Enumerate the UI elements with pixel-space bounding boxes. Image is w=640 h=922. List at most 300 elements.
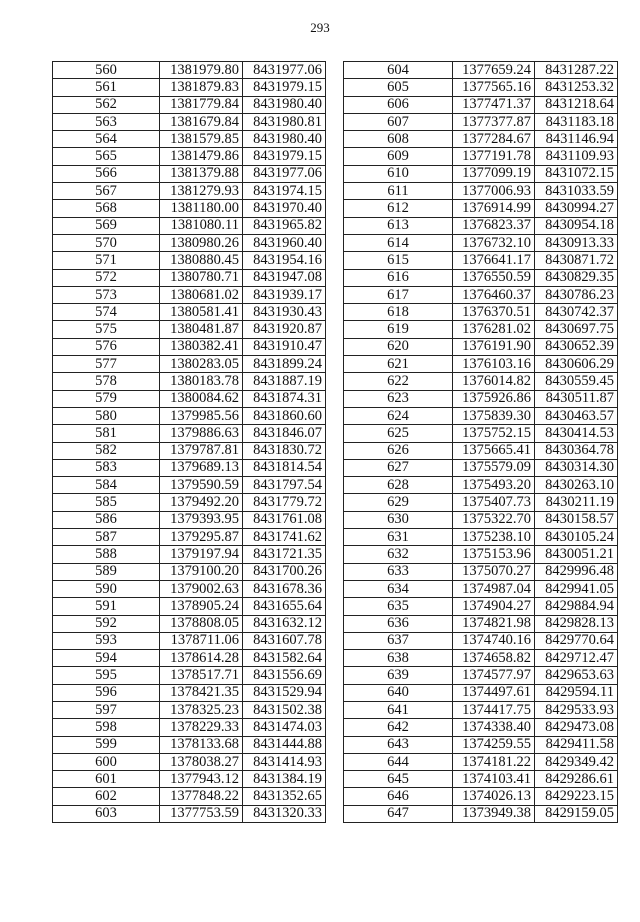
x-coordinate-cell: 1374904.27 [453,598,535,615]
y-coordinate-cell: 8429653.63 [535,667,618,684]
table-row [53,407,326,424]
point-number-cell: 592 [53,615,160,632]
x-coordinate-cell: 1381080.11 [160,217,243,234]
x-coordinate-cell: 1377753.59 [160,805,243,822]
x-coordinate-cell: 1380980.26 [160,234,243,251]
table-row [344,546,618,563]
y-coordinate-cell: 8431529.94 [243,684,326,701]
x-coordinate-cell: 1375752.15 [453,425,535,442]
point-number-cell: 578 [53,373,160,390]
y-coordinate-cell: 8431582.64 [243,650,326,667]
y-coordinate-cell: 8431253.32 [535,79,618,96]
x-coordinate-cell: 1380283.05 [160,356,243,373]
y-coordinate-cell: 8430606.29 [535,356,618,373]
table-row [53,321,326,338]
y-coordinate-cell: 8431939.17 [243,286,326,303]
x-coordinate-cell: 1374259.55 [453,736,535,753]
table-row [53,667,326,684]
y-coordinate-cell: 8429223.15 [535,788,618,805]
table-row [344,771,618,788]
x-coordinate-cell: 1378517.71 [160,667,243,684]
x-coordinate-cell: 1381979.80 [160,62,243,79]
y-coordinate-cell: 8429828.13 [535,615,618,632]
table-row [344,701,618,718]
y-coordinate-cell: 8431502.38 [243,701,326,718]
y-coordinate-cell: 8431980.81 [243,113,326,130]
x-coordinate-cell: 1375070.27 [453,563,535,580]
coordinates-table-left [52,61,326,823]
x-coordinate-cell: 1380183.78 [160,373,243,390]
point-number-cell: 571 [53,252,160,269]
point-number-cell: 633 [344,563,453,580]
point-number-cell: 608 [344,131,453,148]
y-coordinate-cell: 8429349.42 [535,753,618,770]
y-coordinate-cell: 8430742.37 [535,304,618,321]
y-coordinate-cell: 8430994.27 [535,200,618,217]
point-number-cell: 646 [344,788,453,805]
y-coordinate-cell: 8431846.07 [243,425,326,442]
table-row [53,701,326,718]
point-number-cell: 599 [53,736,160,753]
point-number-cell: 625 [344,425,453,442]
y-coordinate-cell: 8430314.30 [535,459,618,476]
table-row [344,113,618,130]
y-coordinate-cell: 8431979.15 [243,148,326,165]
table-row [344,477,618,494]
y-coordinate-cell: 8431899.24 [243,356,326,373]
point-number-cell: 626 [344,442,453,459]
table-row [344,200,618,217]
table-row [53,165,326,182]
x-coordinate-cell: 1381579.85 [160,131,243,148]
point-number-cell: 562 [53,96,160,113]
x-coordinate-cell: 1374417.75 [453,701,535,718]
y-coordinate-cell: 8431109.93 [535,148,618,165]
x-coordinate-cell: 1376281.02 [453,321,535,338]
coordinates-table-right [343,61,618,823]
x-coordinate-cell: 1376370.51 [453,304,535,321]
y-coordinate-cell: 8431779.72 [243,494,326,511]
table-row [53,338,326,355]
table-row [53,390,326,407]
y-coordinate-cell: 8430697.75 [535,321,618,338]
x-coordinate-cell: 1377377.87 [453,113,535,130]
point-number-cell: 602 [53,788,160,805]
x-coordinate-cell: 1375839.30 [453,407,535,424]
x-coordinate-cell: 1376823.37 [453,217,535,234]
point-number-cell: 595 [53,667,160,684]
table-row [53,234,326,251]
table-row [344,615,618,632]
point-number-cell: 570 [53,234,160,251]
x-coordinate-cell: 1374181.22 [453,753,535,770]
x-coordinate-cell: 1374658.82 [453,650,535,667]
table-row [344,632,618,649]
x-coordinate-cell: 1379295.87 [160,529,243,546]
table-row [53,494,326,511]
y-coordinate-cell: 8430364.78 [535,442,618,459]
point-number-cell: 581 [53,425,160,442]
x-coordinate-cell: 1376914.99 [453,200,535,217]
table-row [53,788,326,805]
point-number-cell: 588 [53,546,160,563]
point-number-cell: 583 [53,459,160,476]
x-coordinate-cell: 1379002.63 [160,580,243,597]
x-coordinate-cell: 1378325.23 [160,701,243,718]
point-number-cell: 564 [53,131,160,148]
point-number-cell: 618 [344,304,453,321]
table-row [344,286,618,303]
x-coordinate-cell: 1376460.37 [453,286,535,303]
x-coordinate-cell: 1377943.12 [160,771,243,788]
point-number-cell: 623 [344,390,453,407]
point-number-cell: 612 [344,200,453,217]
table-row [53,805,326,822]
y-coordinate-cell: 8431954.16 [243,252,326,269]
point-number-cell: 560 [53,62,160,79]
table-row [53,286,326,303]
y-coordinate-cell: 8429159.05 [535,805,618,822]
table-row [344,425,618,442]
point-number-cell: 643 [344,736,453,753]
table-row [344,407,618,424]
y-coordinate-cell: 8431183.18 [535,113,618,130]
point-number-cell: 568 [53,200,160,217]
y-coordinate-cell: 8431607.78 [243,632,326,649]
table-row [344,269,618,286]
x-coordinate-cell: 1381679.84 [160,113,243,130]
point-number-cell: 638 [344,650,453,667]
point-number-cell: 620 [344,338,453,355]
x-coordinate-cell: 1376191.90 [453,338,535,355]
y-coordinate-cell: 8431761.08 [243,511,326,528]
point-number-cell: 628 [344,477,453,494]
page-number: 293 [310,20,330,35]
x-coordinate-cell: 1377848.22 [160,788,243,805]
table-row [53,511,326,528]
point-number-cell: 640 [344,684,453,701]
y-coordinate-cell: 8431910.47 [243,338,326,355]
point-number-cell: 577 [53,356,160,373]
x-coordinate-cell: 1379590.59 [160,477,243,494]
point-number-cell: 601 [53,771,160,788]
table-row [344,563,618,580]
x-coordinate-cell: 1379689.13 [160,459,243,476]
x-coordinate-cell: 1375407.73 [453,494,535,511]
point-number-cell: 569 [53,217,160,234]
point-number-cell: 611 [344,183,453,200]
x-coordinate-cell: 1379886.63 [160,425,243,442]
table-row [53,736,326,753]
y-coordinate-cell: 8429996.48 [535,563,618,580]
point-number-cell: 631 [344,529,453,546]
table-row [344,96,618,113]
y-coordinate-cell: 8431977.06 [243,62,326,79]
x-coordinate-cell: 1378229.33 [160,719,243,736]
table-row [344,148,618,165]
y-coordinate-cell: 8431814.54 [243,459,326,476]
x-coordinate-cell: 1379787.81 [160,442,243,459]
point-number-cell: 575 [53,321,160,338]
y-coordinate-cell: 8431146.94 [535,131,618,148]
point-number-cell: 600 [53,753,160,770]
point-number-cell: 603 [53,805,160,822]
y-coordinate-cell: 8429533.93 [535,701,618,718]
y-coordinate-cell: 8430871.72 [535,252,618,269]
table-row [344,131,618,148]
table-row [344,719,618,736]
y-coordinate-cell: 8431947.08 [243,269,326,286]
point-number-cell: 566 [53,165,160,182]
y-coordinate-cell: 8430158.57 [535,511,618,528]
point-number-cell: 585 [53,494,160,511]
table-row [344,252,618,269]
y-coordinate-cell: 8431632.12 [243,615,326,632]
table-row [53,148,326,165]
point-number-cell: 590 [53,580,160,597]
x-coordinate-cell: 1374577.97 [453,667,535,684]
table-row [53,563,326,580]
table-row [344,580,618,597]
x-coordinate-cell: 1374740.16 [453,632,535,649]
x-coordinate-cell: 1376103.16 [453,356,535,373]
point-number-cell: 624 [344,407,453,424]
x-coordinate-cell: 1374821.98 [453,615,535,632]
point-number-cell: 637 [344,632,453,649]
point-number-cell: 622 [344,373,453,390]
x-coordinate-cell: 1374987.04 [453,580,535,597]
y-coordinate-cell: 8429411.58 [535,736,618,753]
point-number-cell: 632 [344,546,453,563]
point-number-cell: 591 [53,598,160,615]
x-coordinate-cell: 1378808.05 [160,615,243,632]
point-number-cell: 615 [344,252,453,269]
table-row [344,356,618,373]
x-coordinate-cell: 1375153.96 [453,546,535,563]
y-coordinate-cell: 8431874.31 [243,390,326,407]
x-coordinate-cell: 1377284.67 [453,131,535,148]
y-coordinate-cell: 8431444.88 [243,736,326,753]
point-number-cell: 644 [344,753,453,770]
x-coordinate-cell: 1380681.02 [160,286,243,303]
y-coordinate-cell: 8431741.62 [243,529,326,546]
y-coordinate-cell: 8431721.35 [243,546,326,563]
x-coordinate-cell: 1375322.70 [453,511,535,528]
point-number-cell: 584 [53,477,160,494]
table-row [53,373,326,390]
table-row [53,719,326,736]
point-number-cell: 589 [53,563,160,580]
table-row [344,788,618,805]
point-number-cell: 634 [344,580,453,597]
x-coordinate-cell: 1375238.10 [453,529,535,546]
point-number-cell: 609 [344,148,453,165]
point-number-cell: 647 [344,805,453,822]
y-coordinate-cell: 8431974.15 [243,183,326,200]
point-number-cell: 621 [344,356,453,373]
y-coordinate-cell: 8431072.15 [535,165,618,182]
point-number-cell: 641 [344,701,453,718]
y-coordinate-cell: 8430105.24 [535,529,618,546]
x-coordinate-cell: 1378133.68 [160,736,243,753]
y-coordinate-cell: 8431033.59 [535,183,618,200]
x-coordinate-cell: 1378614.28 [160,650,243,667]
table-row [344,321,618,338]
table-row [53,356,326,373]
point-number-cell: 586 [53,511,160,528]
point-number-cell: 614 [344,234,453,251]
point-number-cell: 616 [344,269,453,286]
y-coordinate-cell: 8431860.60 [243,407,326,424]
point-number-cell: 587 [53,529,160,546]
y-coordinate-cell: 8430559.45 [535,373,618,390]
y-coordinate-cell: 8430652.39 [535,338,618,355]
point-number-cell: 613 [344,217,453,234]
table-row [53,269,326,286]
y-coordinate-cell: 8431320.33 [243,805,326,822]
table-row [53,252,326,269]
x-coordinate-cell: 1381379.88 [160,165,243,182]
table-row [53,632,326,649]
y-coordinate-cell: 8431700.26 [243,563,326,580]
table-row [344,529,618,546]
table-row [53,304,326,321]
table-row [53,131,326,148]
x-coordinate-cell: 1378038.27 [160,753,243,770]
y-coordinate-cell: 8430414.53 [535,425,618,442]
y-coordinate-cell: 8431384.19 [243,771,326,788]
y-coordinate-cell: 8430051.21 [535,546,618,563]
x-coordinate-cell: 1378905.24 [160,598,243,615]
x-coordinate-cell: 1381279.93 [160,183,243,200]
x-coordinate-cell: 1377471.37 [453,96,535,113]
point-number-cell: 642 [344,719,453,736]
x-coordinate-cell: 1375665.41 [453,442,535,459]
table-row [344,459,618,476]
table-row [53,615,326,632]
table-row [53,79,326,96]
point-number-cell: 596 [53,684,160,701]
x-coordinate-cell: 1377565.16 [453,79,535,96]
x-coordinate-cell: 1377006.93 [453,183,535,200]
x-coordinate-cell: 1380481.87 [160,321,243,338]
table-row [53,684,326,701]
x-coordinate-cell: 1381180.00 [160,200,243,217]
y-coordinate-cell: 8430263.10 [535,477,618,494]
x-coordinate-cell: 1374497.61 [453,684,535,701]
point-number-cell: 639 [344,667,453,684]
x-coordinate-cell: 1376014.82 [453,373,535,390]
x-coordinate-cell: 1377659.24 [453,62,535,79]
point-number-cell: 635 [344,598,453,615]
y-coordinate-cell: 8431797.54 [243,477,326,494]
point-number-cell: 604 [344,62,453,79]
table-row [53,425,326,442]
x-coordinate-cell: 1381879.83 [160,79,243,96]
point-number-cell: 580 [53,407,160,424]
y-coordinate-cell: 8431556.69 [243,667,326,684]
table-row [53,217,326,234]
table-row [344,304,618,321]
table-row [53,183,326,200]
point-number-cell: 605 [344,79,453,96]
y-coordinate-cell: 8429712.47 [535,650,618,667]
table-row [344,165,618,182]
point-number-cell: 573 [53,286,160,303]
point-number-cell: 579 [53,390,160,407]
x-coordinate-cell: 1375493.20 [453,477,535,494]
y-coordinate-cell: 8431218.64 [535,96,618,113]
table-row [344,598,618,615]
point-number-cell: 645 [344,771,453,788]
table-row [344,684,618,701]
y-coordinate-cell: 8431887.19 [243,373,326,390]
table-row [53,113,326,130]
point-number-cell: 561 [53,79,160,96]
table-row [344,217,618,234]
x-coordinate-cell: 1380382.41 [160,338,243,355]
x-coordinate-cell: 1377099.19 [453,165,535,182]
x-coordinate-cell: 1379985.56 [160,407,243,424]
x-coordinate-cell: 1376550.59 [453,269,535,286]
table-row [344,753,618,770]
y-coordinate-cell: 8430829.35 [535,269,618,286]
point-number-cell: 574 [53,304,160,321]
x-coordinate-cell: 1378421.35 [160,684,243,701]
point-number-cell: 572 [53,269,160,286]
point-number-cell: 597 [53,701,160,718]
x-coordinate-cell: 1381479.86 [160,148,243,165]
table-row [53,771,326,788]
y-coordinate-cell: 8431414.93 [243,753,326,770]
x-coordinate-cell: 1373949.38 [453,805,535,822]
point-number-cell: 627 [344,459,453,476]
point-number-cell: 630 [344,511,453,528]
table-row [344,79,618,96]
table-row [344,62,618,79]
point-number-cell: 567 [53,183,160,200]
x-coordinate-cell: 1380780.71 [160,269,243,286]
table-row [53,442,326,459]
point-number-cell: 607 [344,113,453,130]
y-coordinate-cell: 8431287.22 [535,62,618,79]
table-row [53,96,326,113]
y-coordinate-cell: 8429473.08 [535,719,618,736]
point-number-cell: 617 [344,286,453,303]
table-row [53,459,326,476]
y-coordinate-cell: 8429594.11 [535,684,618,701]
x-coordinate-cell: 1376641.17 [453,252,535,269]
point-number-cell: 598 [53,719,160,736]
point-number-cell: 636 [344,615,453,632]
x-coordinate-cell: 1375579.09 [453,459,535,476]
x-coordinate-cell: 1380084.62 [160,390,243,407]
table-row [344,442,618,459]
y-coordinate-cell: 8430211.19 [535,494,618,511]
table-row [344,736,618,753]
y-coordinate-cell: 8430463.57 [535,407,618,424]
point-number-cell: 610 [344,165,453,182]
table-row [53,753,326,770]
x-coordinate-cell: 1379100.20 [160,563,243,580]
table-row [53,200,326,217]
y-coordinate-cell: 8431970.40 [243,200,326,217]
table-row [53,546,326,563]
y-coordinate-cell: 8431930.43 [243,304,326,321]
y-coordinate-cell: 8429770.64 [535,632,618,649]
x-coordinate-cell: 1380581.41 [160,304,243,321]
x-coordinate-cell: 1381779.84 [160,96,243,113]
